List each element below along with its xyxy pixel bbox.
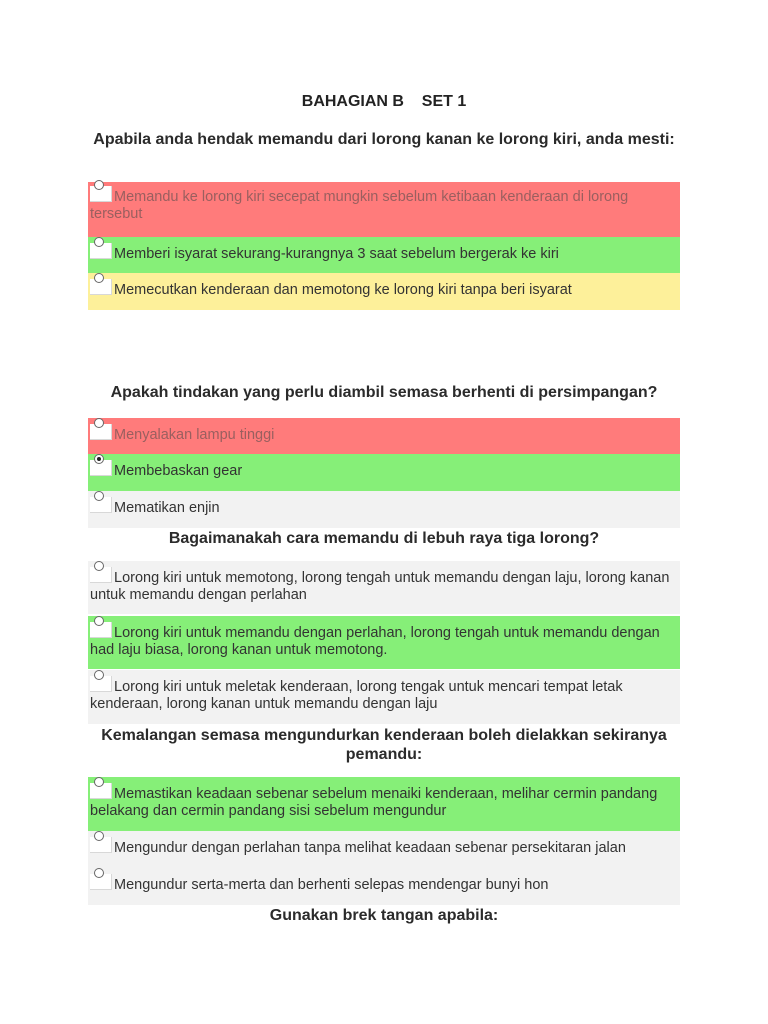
option-label: Lorong kiri untuk memotong, lorong tengah untuk memandu dengan laju, lorong kanan untuk memandu dengan perlahan [90, 570, 670, 603]
option-label: Memastikan keadaan sebenar sebelum menaiki kenderaan, melihar cermin pandang belakang dan cermin pandang sisi sebelum mengundur [90, 786, 658, 819]
radio-button[interactable] [90, 279, 112, 295]
radio-button[interactable] [90, 783, 112, 799]
option-label: Memecutkan kenderaan dan memotong ke lorong kiri tanpa beri isyarat [114, 282, 572, 298]
radio-button[interactable] [90, 567, 112, 583]
question-4-option-1[interactable] [88, 777, 680, 831]
question-4-option-2[interactable] [88, 831, 680, 868]
option-label: Mengundur dengan perlahan tanpa melihat keadaan sebenar persekitaran jalan [114, 840, 626, 856]
option-label: Memberi isyarat sekurang-kurangnya 3 saat sebelum bergerak ke kiri [114, 246, 559, 262]
question-1-option-3[interactable] [88, 273, 680, 310]
question-4-option-3[interactable] [88, 868, 680, 905]
question-4-title: Kemalangan semasa mengundurkan kenderaan boleh dielakkan sekiranya pemandu: [101, 727, 667, 763]
question-3-option-1[interactable] [88, 561, 680, 614]
option-label: Lorong kiri untuk meletak kenderaan, lorong tengak untuk mencari tempat letak kenderaan, lorong kanan untuk memandu dengan laju [90, 679, 623, 712]
question-3-option-2[interactable] [88, 616, 680, 669]
question-2-option-3[interactable] [88, 491, 680, 528]
question-1-option-2[interactable] [88, 237, 680, 273]
question-1-option-1[interactable] [88, 182, 680, 237]
radio-button[interactable] [90, 837, 112, 853]
radio-button[interactable] [90, 874, 112, 890]
option-label: Mematikan enjin [114, 500, 220, 516]
question-5-title: Gunakan brek tangan apabila: [269, 907, 499, 924]
question-1-title: Apabila anda hendak memandu dari lorong kanan ke lorong kiri, anda mesti: [93, 131, 675, 148]
question-2-option-1[interactable] [88, 418, 680, 454]
radio-button[interactable] [90, 424, 112, 440]
radio-button[interactable] [90, 497, 112, 513]
question-3-title: Bagaimanakah cara memandu di lebuh raya tiga lorong? [168, 530, 600, 547]
option-label: Mengundur serta-merta dan berhenti selepas mendengar bunyi hon [114, 877, 549, 893]
radio-button-selected[interactable] [90, 460, 112, 476]
radio-button[interactable] [90, 186, 112, 202]
question-3-option-3[interactable] [88, 670, 680, 724]
radio-button[interactable] [90, 243, 112, 259]
option-label: Memandu ke lorong kiri secepat mungkin sebelum ketibaan kenderaan di lorong tersebut [90, 189, 629, 222]
question-2-option-2[interactable] [88, 454, 680, 491]
radio-button[interactable] [90, 622, 112, 638]
radio-button[interactable] [90, 676, 112, 692]
page-heading: BAHAGIAN B SET 1 [301, 93, 467, 110]
question-2-title: Apakah tindakan yang perlu diambil semasa berhenti di persimpangan? [110, 384, 658, 401]
option-label: Lorong kiri untuk memandu dengan perlahan, lorong tengah untuk memandu dengan had laju biasa, lorong kanan untuk memotong. [90, 625, 660, 658]
option-label: Menyalakan lampu tinggi [114, 427, 275, 443]
option-label: Membebaskan gear [114, 463, 243, 479]
